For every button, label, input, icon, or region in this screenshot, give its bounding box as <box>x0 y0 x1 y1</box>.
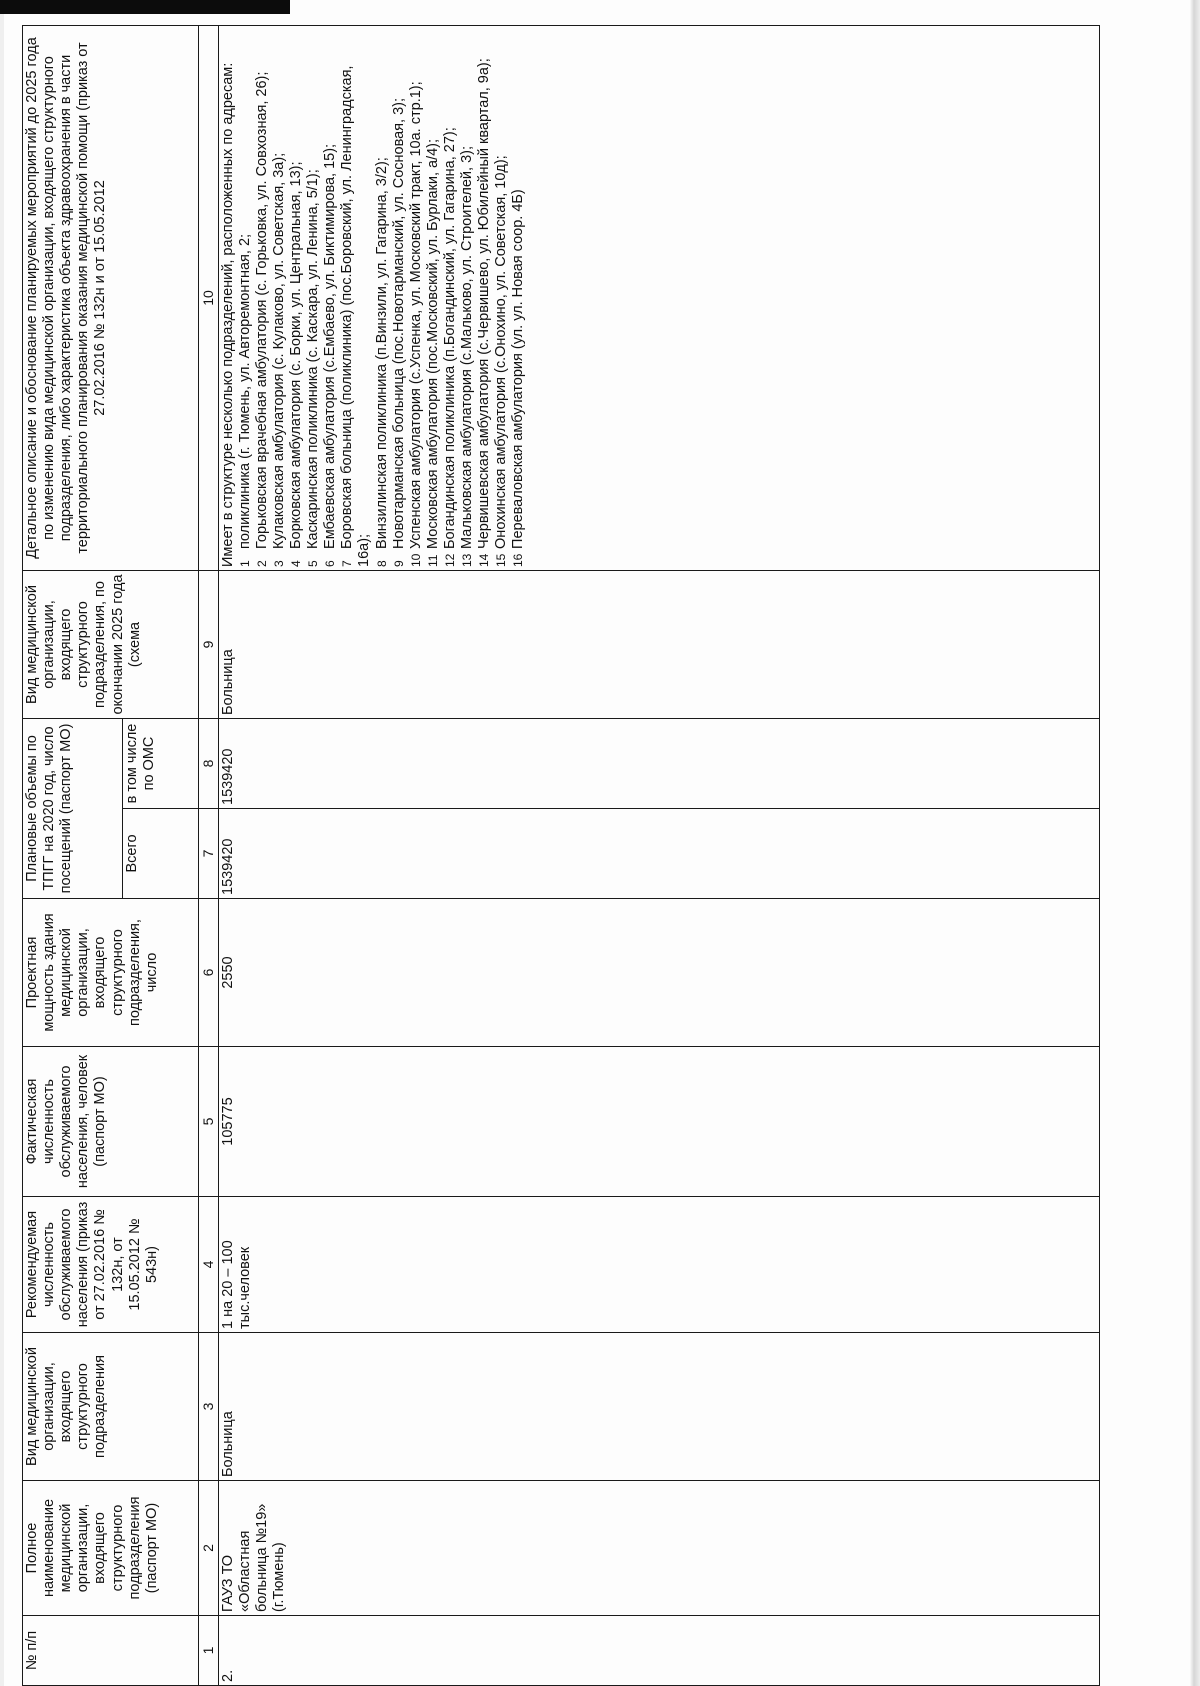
list-item <box>391 29 408 567</box>
plan-table <box>22 25 1100 1686</box>
list-item <box>476 29 493 567</box>
list-item-text: Горьковская врачебная амбулатория (с. Горьковка, ул. Совхозная, 26); <box>253 71 270 549</box>
header-planned-visits: Плановые объемы по ТПГГ на 2020 год, число посещений (паспорт МО) <box>23 719 123 899</box>
list-item-text: Успенская амбулатория (с.Успенка, ул. Московский тракт, 10а. стр.1); <box>407 81 424 549</box>
list-item-text: Онохинская амбулатория (с.Онохино, ул. Советская, 10д); <box>493 155 510 549</box>
column-number: 8 <box>199 719 219 809</box>
list-item-number: 16 <box>511 553 526 567</box>
subdivision-list <box>237 29 528 567</box>
list-item <box>322 29 339 567</box>
list-item-text: Боровская больница (поликлиника) (пос.Боровский, ул. Ленинградская, 16а); <box>339 65 373 567</box>
detailed-description <box>218 26 1099 571</box>
header-design-capacity: Проектная мощность здания медицинской организации, входящего структурного подразделения, число <box>23 899 199 1047</box>
organization-type-2025: Больница <box>218 571 1099 719</box>
rotated-sheet <box>22 0 1100 1686</box>
header-number: № п/п <box>23 1616 199 1686</box>
organization-name: ГАУЗ ТО «Областная больница №19» (г.Тюмень) <box>218 1481 1099 1616</box>
header-org-type-2025: Вид медицинской организации, входящего структурного подразделения, по окончании 2025 года (схема <box>23 571 199 719</box>
header-detailed-description: Детальное описание и обоснование планируемых мероприятий до 2025 года по изменению вида медицинской организации, входящего структурного подразделения, либо характеристика объекта здравоохранения в части территориального планирования оказания медицинской помощи (приказ от 27.02.2016 № 132н и от 15.05.2012 <box>23 26 199 571</box>
list-item-number: 3 <box>271 560 286 567</box>
list-item-number: 11 <box>425 554 440 567</box>
detail-intro: Имеет в структуре несколько подразделений, расположенных по адресам: <box>219 62 236 567</box>
list-item-number: 2 <box>254 560 269 567</box>
list-item <box>305 29 322 567</box>
page-right-edge-shadow <box>1190 0 1200 1686</box>
list-item-text: Винзилинская поликлиника (п.Винзили, ул. Гагарина, 3/2); <box>373 157 390 549</box>
column-number: 4 <box>199 1197 219 1333</box>
list-item <box>510 29 527 567</box>
column-number-row <box>199 26 219 1686</box>
list-item <box>374 29 391 567</box>
header-visits-oms: в том числе по ОМС <box>123 719 199 809</box>
list-item-text: Каскаринская поликлиника (с. Каскара, ул. Ленина, 5/1); <box>305 169 322 549</box>
visits-oms: 1539420 <box>218 719 1099 809</box>
list-item-number: 7 <box>340 560 355 567</box>
header-full-name: Полное наименование медицинской организации, входящего структурного подразделения (паспорт МО) <box>23 1481 199 1616</box>
list-item-text: Червишевская амбулатория (с.Червишево, ул. Юбилейный квартал, 9а); <box>476 58 493 549</box>
page-left-edge <box>0 0 4 1686</box>
list-item-number: 6 <box>323 560 338 567</box>
column-number: 9 <box>199 571 219 719</box>
column-number: 5 <box>199 1047 219 1197</box>
actual-population: 105775 <box>218 1047 1099 1197</box>
organization-type: Больница <box>218 1333 1099 1481</box>
list-item-text: Мальковская амбулатория (с.Мальково, ул. Строителей, 3); <box>459 145 476 549</box>
list-item-number: 5 <box>306 560 321 567</box>
list-item-number: 4 <box>288 560 303 567</box>
table-row <box>218 26 1099 1686</box>
column-number: 7 <box>199 809 219 899</box>
list-item <box>459 29 476 567</box>
list-item-text: Переваловская амбулатория (ул. ул. Новая соор. 4Б) <box>510 189 527 549</box>
list-item-text: Кулаковская амбулатория (с. Кулаково, ул. Советская, 3а); <box>270 152 287 549</box>
list-item-text: Борковская амбулатория (с. Борки, ул. Центральная, 13); <box>287 161 304 549</box>
row-number: 2. <box>218 1616 1099 1686</box>
list-item <box>442 29 459 567</box>
list-item-number: 12 <box>442 553 457 567</box>
column-number: 6 <box>199 899 219 1047</box>
list-item-text: Новотарманская больница (пос.Новотарманский, ул. Сосновая, 3); <box>390 97 407 549</box>
list-item-number: 15 <box>494 553 509 567</box>
list-item-text: Богандинская поликлиника (п.Богандинский, ул. Гагарина, 27); <box>441 127 458 549</box>
column-number: 3 <box>199 1333 219 1481</box>
header-actual-population: Фактическая численность обслуживаемого населения, человек (паспорт МО) <box>23 1047 199 1197</box>
list-item <box>288 29 305 567</box>
list-item-number: 9 <box>391 560 406 567</box>
list-item-number: 8 <box>374 560 389 567</box>
list-item-text: поликлиника (г. Тюмень, ул. Авторемонтная, 2; <box>236 233 253 549</box>
list-item-number: 14 <box>477 553 492 567</box>
list-item <box>339 29 373 567</box>
list-item <box>271 29 288 567</box>
column-number: 10 <box>199 26 219 571</box>
list-item <box>237 29 254 567</box>
list-item-text: Московская амбулатория (пос.Московский, ул. Бурлаки, а/4); <box>424 138 441 549</box>
visits-total: 1539420 <box>218 809 1099 899</box>
column-number: 2 <box>199 1481 219 1616</box>
list-item <box>493 29 510 567</box>
list-item-number: 13 <box>460 553 475 567</box>
list-item-text: Ембаевская амбулатория (с.Ембаево, ул. Биктимирова, 15); <box>322 143 339 549</box>
header-org-type: Вид медицинской организации, входящего структурного подразделения <box>23 1333 199 1481</box>
column-number: 1 <box>199 1616 219 1686</box>
header-visits-total: Всего <box>123 809 199 899</box>
header-row-1 <box>23 26 123 1686</box>
list-item-number: 1 <box>237 560 252 567</box>
recommended-population: 1 на 20 – 100 тыс.человек <box>218 1197 1099 1333</box>
list-item <box>408 29 425 567</box>
list-item <box>254 29 271 567</box>
header-recommended-population: Рекомендуемая численность обслуживаемого населения (приказ от 27.02.2016 № 132н, от 15.05.2012 № 543н) <box>23 1197 199 1333</box>
list-item <box>425 29 442 567</box>
list-item-number: 10 <box>408 553 423 567</box>
design-capacity: 2550 <box>218 899 1099 1047</box>
